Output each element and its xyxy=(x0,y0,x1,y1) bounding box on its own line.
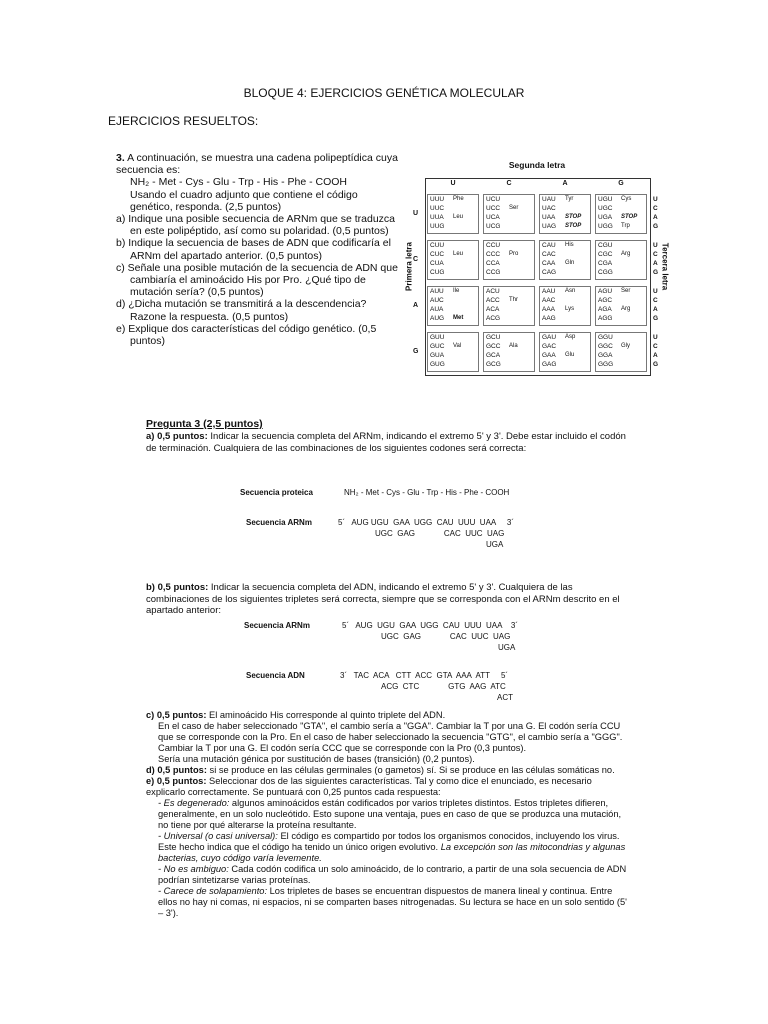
third-letter-label: Tercera letra xyxy=(660,242,670,291)
amino-acid: STOP xyxy=(565,223,582,229)
codon: ACA xyxy=(486,306,500,313)
amino-acid: Lys xyxy=(565,306,575,312)
b-arn-label: Secuencia ARNm xyxy=(244,621,310,630)
codon: ACG xyxy=(486,315,501,322)
codon: CAG xyxy=(542,269,557,276)
amino-acid: Glu xyxy=(565,352,575,358)
b-adn-line2: ACG CTC GTG AAG ATC xyxy=(381,682,506,691)
question-sequence: NH₂ - Met - Cys - Glu - Trp - His - Phe - COOH xyxy=(130,176,348,189)
third-letter: U xyxy=(653,334,658,341)
answer-e4: - Carece de solapamiento: Los tripletes de bases se encuentran dispuestos de manera lineal y continua. Entre ellos no hay ni comas, ni espacios, ni se comparten bases nitrogenadas. Su lectura se hace en un solo sentido (5' – 3'). xyxy=(158,886,627,918)
codon: GCU xyxy=(486,334,501,341)
answer-block xyxy=(146,418,626,454)
second-letter-header: G xyxy=(618,180,624,187)
b-adn-line1: 3´ TAC ACA CTT ACC GTA AAA ATT 5´ xyxy=(340,671,509,680)
codon: CCC xyxy=(486,251,501,258)
answer-a: a) 0,5 puntos: Indicar la secuencia completa del ARNm, indicando el extremo 5' y 3'. Debe estar incluido el codón de terminación. Cualquiera de las combinaciones de los siguientes codones será correcta: xyxy=(146,431,626,454)
codon: GUG xyxy=(430,361,445,368)
codon: AGU xyxy=(598,288,613,295)
codon: UCC xyxy=(486,205,501,212)
b-arn-line3: UGA xyxy=(498,643,516,652)
codon: CCA xyxy=(486,260,500,267)
third-letter: G xyxy=(653,315,659,322)
codon: GUA xyxy=(430,352,445,359)
question-item: d) ¿Dicha mutación se transmitirá a la descendencia? Razone la respuesta. (0,5 puntos) xyxy=(116,298,367,323)
codon: AUG xyxy=(430,315,445,322)
question-instruction: Usando el cuadro adjunto que contiene el código genético, responda. (2,5 puntos) xyxy=(130,188,358,213)
answer-c-type: Sería una mutación génica por sustitución de bases (transición) (0,2 puntos). xyxy=(158,754,475,764)
answer-cde xyxy=(146,710,628,919)
codon: ACU xyxy=(486,288,500,295)
b-adn-line3: ACT xyxy=(497,693,513,702)
first-letter-header: U xyxy=(413,210,419,217)
third-letter: G xyxy=(653,223,659,230)
codon: CAU xyxy=(542,242,556,249)
codon: CUC xyxy=(430,251,445,258)
first-letter-header: G xyxy=(413,348,419,355)
amino-acid: Ser xyxy=(621,288,631,294)
third-letter: A xyxy=(653,352,658,359)
third-letter: C xyxy=(653,205,658,212)
page-title: BLOQUE 4: EJERCICIOS GENÉTICA MOLECULAR xyxy=(243,86,525,100)
third-letter: A xyxy=(653,306,658,313)
codon: UCU xyxy=(486,196,501,203)
amino-acid: Pro xyxy=(509,251,519,257)
answer-d: d) 0,5 puntos: si se produce en las células germinales (o gametos) sí. Si se produce en las células somáticas no. xyxy=(146,765,615,775)
second-letter-label: Segunda letra xyxy=(508,160,566,170)
amino-acid: His xyxy=(565,242,574,248)
codon: GGC xyxy=(598,343,613,350)
codon: GAA xyxy=(542,352,556,359)
codon: CAA xyxy=(542,260,556,267)
a-prot-label: Secuencia proteica xyxy=(240,488,313,497)
section-subtitle: EJERCICIOS RESUELTOS: xyxy=(108,114,259,128)
codon: CGA xyxy=(598,260,613,267)
amino-acid: Leu xyxy=(453,251,464,257)
codon: CAC xyxy=(542,251,556,258)
amino-acid: Asp xyxy=(565,334,576,340)
a-arn-line1: 5´ AUG UGU GAA UGG CAU UUU UAA 3´ xyxy=(338,518,515,527)
b-arn-line1: 5´ AUG UGU GAA UGG CAU UUU UAA 3´ xyxy=(342,621,519,630)
second-letter-header: A xyxy=(562,180,568,187)
codon: GGU xyxy=(598,334,613,341)
codon: UCA xyxy=(486,214,500,221)
codon: UUG xyxy=(430,223,445,230)
amino-acid: Gly xyxy=(621,343,630,349)
answer-c: c) 0,5 puntos: El aminoácido His corresponde al quinto triplete del ADN. xyxy=(146,710,446,720)
codon: UUU xyxy=(430,196,445,203)
amino-acid: Val xyxy=(453,343,462,349)
amino-acid: Gln xyxy=(565,260,575,266)
answer-heading: Pregunta 3 (2,5 puntos) xyxy=(146,418,263,430)
codon: AAA xyxy=(542,306,556,313)
amino-acid: Thr xyxy=(509,297,518,303)
amino-acid: Arg xyxy=(621,251,631,257)
third-letter: U xyxy=(653,196,658,203)
question-item: c) Señale una posible mutación de la secuencia de ADN que cambiaría el aminoácido His por Pro. ¿Qué tipo de mutación sería? (0,5 puntos) xyxy=(116,261,398,299)
amino-acid: Asn xyxy=(565,288,576,294)
third-letter: C xyxy=(653,251,658,258)
codon: GGG xyxy=(598,361,614,368)
answer-e1: - Es degenerado: algunos aminoácidos están codificados por varios tripletes distintos. Estos tripletes difieren, generalmente, en un solo nucleótido. Esto supone una ventaja, pues en caso de que se produzca una mutación, no tiene por qué alterarse la proteína resultante. xyxy=(158,798,622,830)
a-prot-seq: NH₂ - Met - Cys - Glu - Trp - His - Phe - COOH xyxy=(344,488,510,497)
amino-acid: Arg xyxy=(621,306,631,312)
answer-e3: - No es ambiguo: Cada codón codifica un solo aminoácido, de lo contrario, a partir de una sola secuencia de ADN podrían sintetizarse varias proteínas. xyxy=(158,864,627,885)
a-arn-label: Secuencia ARNm xyxy=(246,518,312,527)
codon: UUA xyxy=(430,214,444,221)
amino-acid: Met xyxy=(453,315,464,321)
codon: AUA xyxy=(430,306,444,313)
amino-acid: Cys xyxy=(621,196,632,202)
a-arn-line3: UGA xyxy=(486,540,504,549)
first-letter-header: C xyxy=(413,256,419,263)
codon: CGC xyxy=(598,251,613,258)
codon: UAG xyxy=(542,223,557,230)
codon: UGC xyxy=(598,205,613,212)
question-block xyxy=(116,152,398,347)
first-letter-label: Primera letra xyxy=(404,242,414,291)
b-arn-line2: UGC GAG CAC UUC UAG xyxy=(381,632,511,641)
codon: CUA xyxy=(430,260,444,267)
question-item: e) Explique dos características del código genético. (0,5 puntos) xyxy=(116,322,377,348)
amino-acid: Phe xyxy=(453,196,464,202)
third-letter: U xyxy=(653,288,658,295)
codon: CGG xyxy=(598,269,613,276)
codon: UGU xyxy=(598,196,613,203)
third-letter: A xyxy=(653,214,658,221)
question-item: b) Indique la secuencia de bases de ADN que codificaría el ARNm del apartado anterior. (0,5 puntos) xyxy=(116,237,391,262)
codon: UAC xyxy=(542,205,556,212)
codon: CUG xyxy=(430,269,445,276)
amino-acid: Ala xyxy=(509,343,518,349)
codon: AGA xyxy=(598,306,612,313)
codon-table xyxy=(404,158,670,388)
question-item: a) Indique una posible secuencia de ARNm que se traduzca en este polipéptido, así como su polaridad. (0,5 puntos) xyxy=(116,213,396,238)
codon: ACC xyxy=(486,297,500,304)
third-letter: G xyxy=(653,361,659,368)
codon: AGG xyxy=(598,315,613,322)
codon: GAU xyxy=(542,334,557,341)
codon: GUC xyxy=(430,343,445,350)
third-letter: G xyxy=(653,269,659,276)
second-letter-header: U xyxy=(450,180,456,187)
amino-acid: Ile xyxy=(453,288,460,294)
codon: CGU xyxy=(598,242,613,249)
codon: UUC xyxy=(430,205,445,212)
codon: CCG xyxy=(486,269,501,276)
codon: GGA xyxy=(598,352,613,359)
question-items xyxy=(116,213,398,347)
b-adn-label: Secuencia ADN xyxy=(246,671,305,680)
codon: AAU xyxy=(542,288,556,295)
amino-acid: STOP xyxy=(621,214,638,220)
third-letter: A xyxy=(653,260,658,267)
codon: GAG xyxy=(542,361,557,368)
codon: GAC xyxy=(542,343,557,350)
codon: CUU xyxy=(430,242,445,249)
codon: GUU xyxy=(430,334,445,341)
third-letter: C xyxy=(653,343,658,350)
third-letter: C xyxy=(653,297,658,304)
codon: CCU xyxy=(486,242,501,249)
amino-acid: Tyr xyxy=(565,196,574,202)
amino-acid: Leu xyxy=(453,214,464,220)
codon: AAC xyxy=(542,297,556,304)
a-arn-line2: UGC GAG CAC UUC UAG xyxy=(375,529,505,538)
codon: AGC xyxy=(598,297,613,304)
second-letter-header: C xyxy=(506,180,512,187)
codon: AUU xyxy=(430,288,444,295)
question-intro: 3. A continuación, se muestra una cadena polipeptídica cuya secuencia es: xyxy=(116,152,398,177)
third-letter: U xyxy=(653,242,658,249)
codon: UGA xyxy=(598,214,613,221)
first-letter-header: A xyxy=(413,302,419,309)
codon: GCA xyxy=(486,352,501,359)
codon: UCG xyxy=(486,223,501,230)
codon: GCG xyxy=(486,361,501,368)
answer-e: e) 0,5 puntos: Seleccionar dos de las siguientes características. Tal y como dice el enunciado, es necesario explicarlo correctamente. Se puntuará con 0,25 puntos cada respuesta: xyxy=(146,776,592,797)
amino-acid: STOP xyxy=(565,214,582,220)
codon: UAU xyxy=(542,196,556,203)
amino-acid: Trp xyxy=(621,223,630,229)
codon: AUC xyxy=(430,297,444,304)
codon: UGG xyxy=(598,223,613,230)
amino-acid: Ser xyxy=(509,205,519,211)
answer-e2: - Universal (o casi universal): El código es compartido por todos los organismos conocidos, incluyendo los virus. Este hecho indica que el código ha tenido un único origen evolutivo. La excepción son las mitocondrias y algunas bacterias, cuyo código varía levemente. xyxy=(158,831,626,863)
codon: GCC xyxy=(486,343,501,350)
answer-c-detail: En el caso de haber seleccionado "GTA", el cambio sería a "GGA". Cambiar la T por una G. El codón sería CCU que se corresponde con la Pro. En el caso de haber seleccionado la secuencia "GTG", el cambio sería a "GGG". Cambiar la T por una G. El codón sería CCC que se corresponde con la Pro (0,3 puntos). xyxy=(158,721,623,753)
codon: UAA xyxy=(542,214,556,221)
answer-b: b) 0,5 puntos: Indicar la secuencia completa del ADN, indicando el extremo 5' y 3'. Cualquiera de las combinaciones de los siguientes tripletes será correcta, siempre que se corresponda con el ARNm descrito en el apartado anterior: xyxy=(146,582,620,616)
codon: AAG xyxy=(542,315,556,322)
